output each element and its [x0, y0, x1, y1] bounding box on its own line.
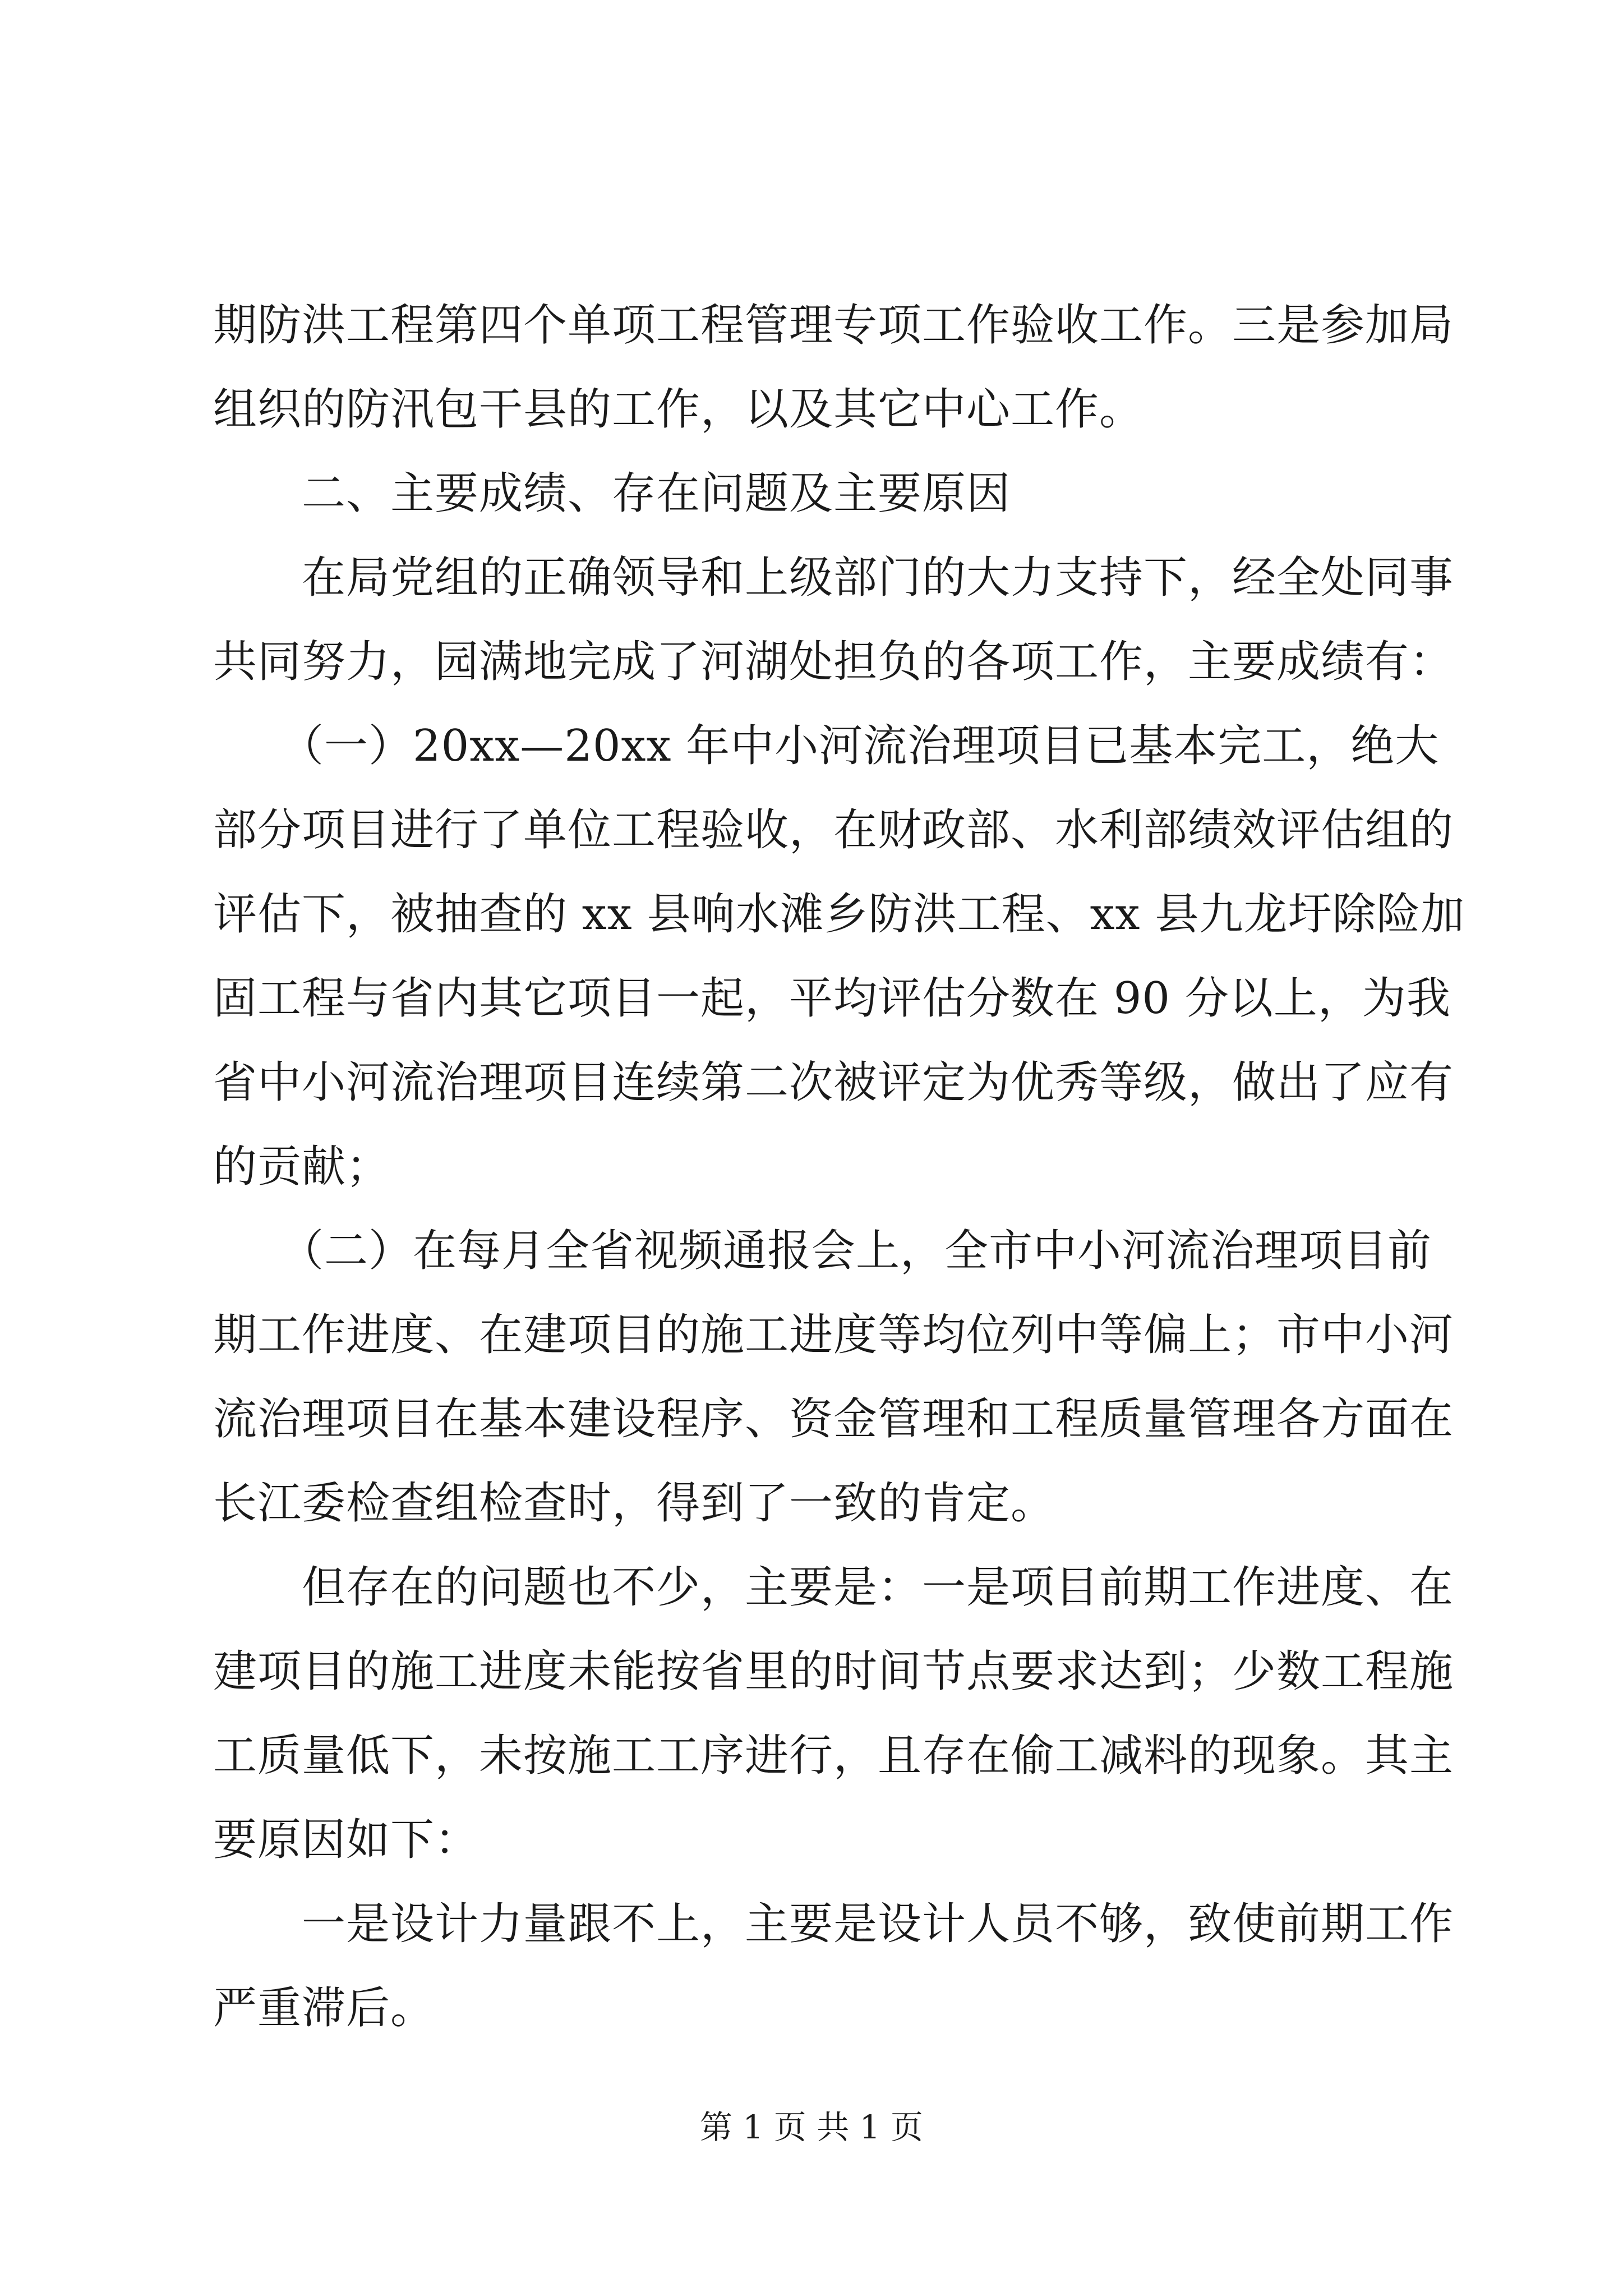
text-line: 流治理项目在基本建设程序、资金管理和工程质量管理各方面在: [213, 1394, 1454, 1444]
text-line: 部分项目进行了单位工程验收，在财政部、水利部绩效评估组的: [213, 805, 1454, 855]
text-line: 组织的防汛包干县的工作，以及其它中心工作。: [213, 384, 1144, 435]
text-line: 但存在的问题也不少，主要是：一是项目前期工作进度、在: [213, 1562, 1454, 1613]
text-line: 期工作进度、在建项目的施工进度等均位列中等偏上；市中小河: [213, 1310, 1454, 1360]
text-line: 建项目的施工进度未能按省里的时间节点要求达到；少数工程施: [213, 1646, 1454, 1697]
page-footer: 第 1 页 共 1 页: [700, 2108, 923, 2146]
text-line: （一）20xx—20xx 年中小河流治理项目已基本完工，绝大: [213, 721, 1440, 771]
text-line: 长江委检查组检查时，得到了一致的肯定。: [213, 1478, 1055, 1529]
text-line: 工质量低下，未按施工工序进行，且存在偷工减料的现象。其主: [213, 1731, 1454, 1781]
text-line: 严重滞后。: [213, 1983, 435, 2033]
text-line: 一是设计力量跟不上，主要是设计人员不够，致使前期工作: [213, 1899, 1454, 1949]
text-line: 要原因如下：: [213, 1815, 479, 1865]
text-line: （二）在每月全省视频通报会上，全市中小河流治理项目前: [213, 1226, 1432, 1276]
text-line: 的贡献；: [213, 1142, 391, 1192]
text-line: 省中小河流治理项目连续第二次被评定为优秀等级，做出了应有: [213, 1057, 1454, 1108]
text-line: 二、主要成绩、存在问题及主要原因: [213, 468, 1011, 519]
text-line: 共同努力，园满地完成了河湖处担负的各项工作，主要成绩有：: [213, 637, 1454, 687]
text-line: 期防洪工程第四个单项工程管理专项工作验收工作。三是参加局: [213, 300, 1454, 351]
text-line: 评估下，被抽查的 xx 县响水滩乡防洪工程、xx 县九龙圩除险加: [213, 889, 1465, 940]
text-line: 在局党组的正确领导和上级部门的大力支持下，经全处同事: [213, 553, 1454, 603]
text-line: 固工程与省内其它项目一起，平均评估分数在 90 分以上，为我: [213, 973, 1451, 1024]
